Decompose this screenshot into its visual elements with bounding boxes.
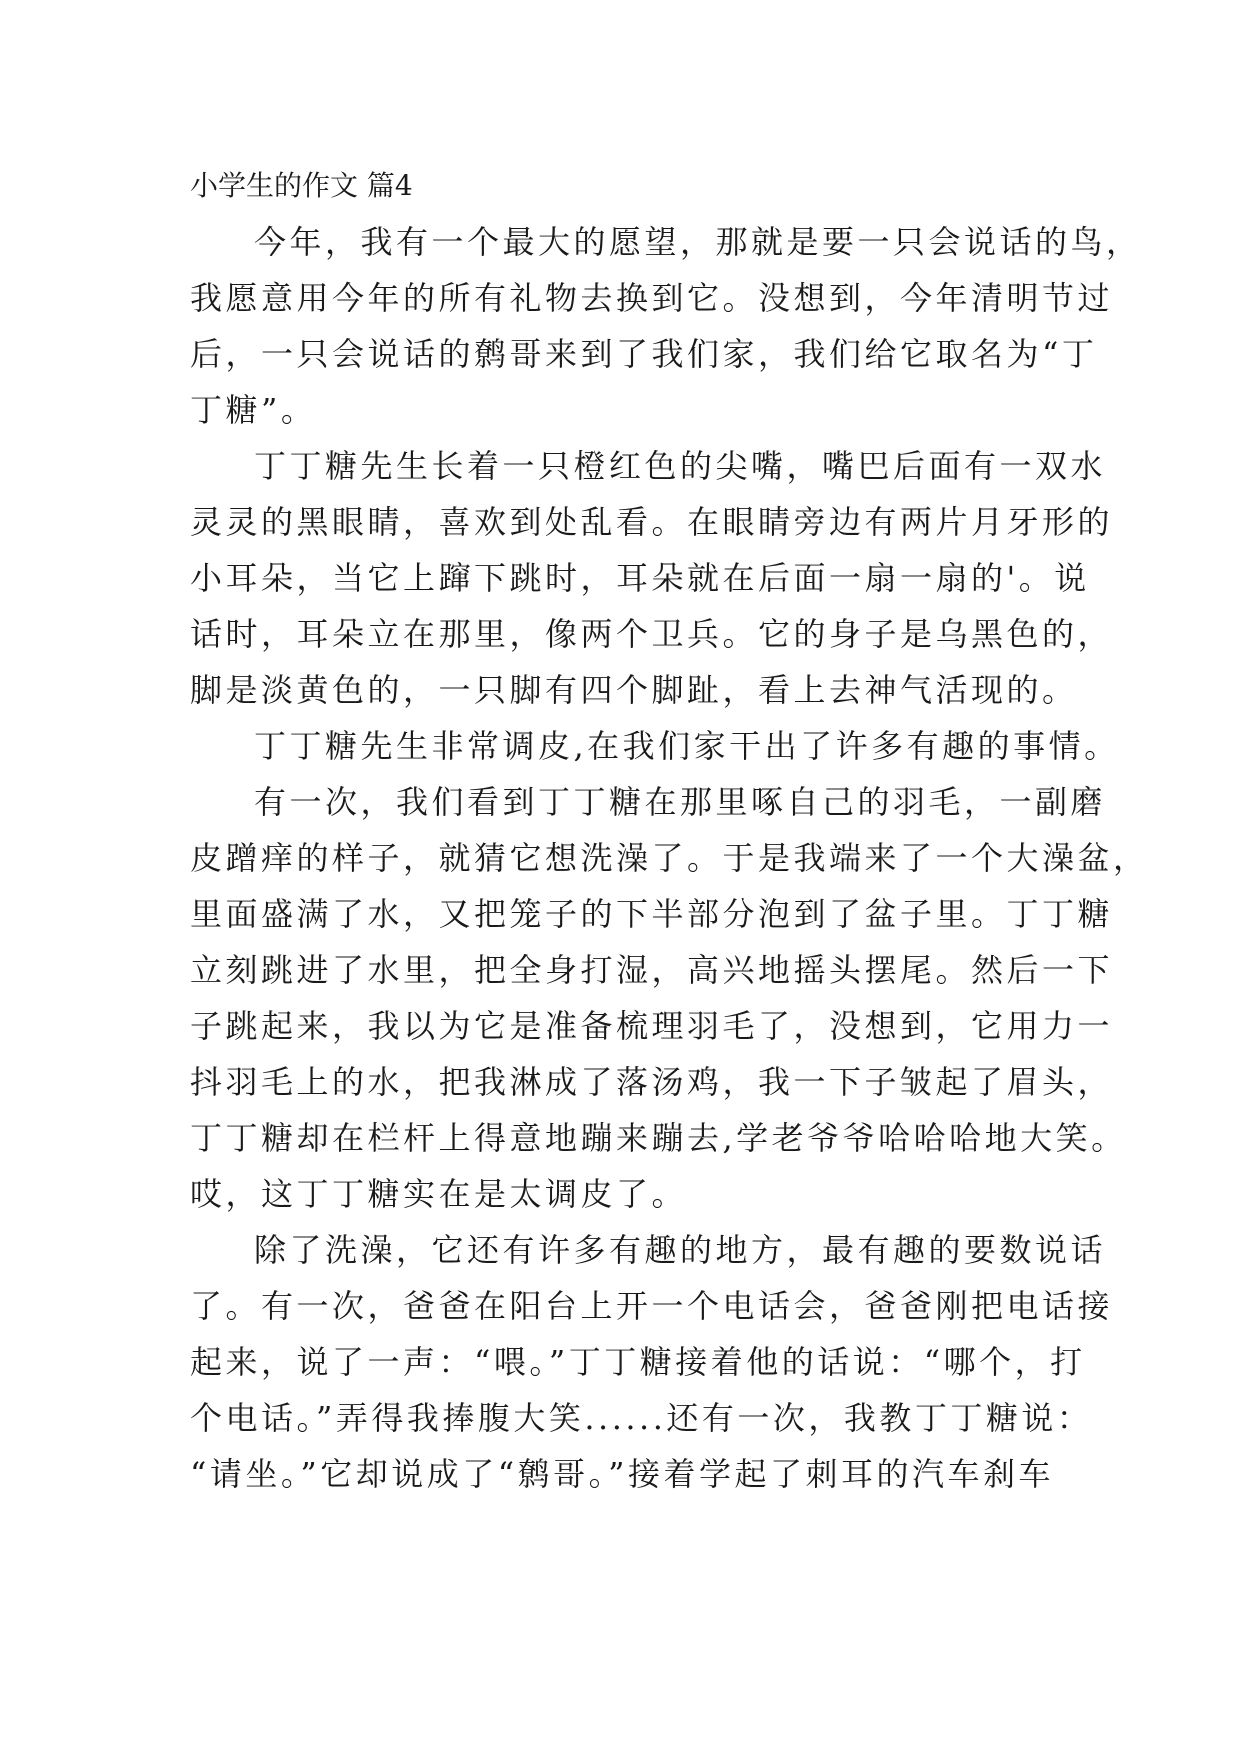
text-line: 丁丁糖却在栏杆上得意地蹦来蹦去,学老爷爷哈哈哈地大笑。: [190, 1119, 1127, 1157]
essay-title: 小学生的作文 篇4: [190, 169, 413, 202]
text-line: 灵灵的黑眼睛，喜欢到处乱看。在眼睛旁边有两片月牙形的: [190, 503, 1114, 541]
text-line: 起来，说了一声：“喂。”丁丁糖接着他的话说：“哪个，打: [190, 1343, 1086, 1381]
essay-text: [190, 214, 1149, 1502]
text-line: 小耳朵，当它上蹿下跳时，耳朵就在后面一扇一扇的'。说: [190, 559, 1090, 597]
text-line: 个电话。”弄得我捧腹大笑......还有一次，我教丁丁糖说：: [190, 1399, 1093, 1437]
text-line: 里面盛满了水，又把笼子的下半部分泡到了盆子里。丁丁糖: [190, 895, 1114, 933]
text-line: 今年，我有一个最大的愿望，那就是要一只会说话的鸟，: [254, 223, 1142, 261]
text-line: 话时，耳朵立在那里，像两个卫兵。它的身子是乌黑色的，: [190, 615, 1114, 653]
text-line: 了。有一次，爸爸在阳台上开一个电话会，爸爸刚把电话接: [190, 1287, 1114, 1325]
text-line: 我愿意用今年的所有礼物去换到它。没想到，今年清明节过: [190, 279, 1114, 317]
document-body: [190, 158, 1149, 1502]
text-line: 抖羽毛上的水，把我淋成了落汤鸡，我一下子皱起了眉头，: [190, 1063, 1114, 1101]
text-line: 立刻跳进了水里，把全身打湿，高兴地摇头摆尾。然后一下: [190, 951, 1114, 989]
text-line: 丁丁糖先生长着一只橙红色的尖嘴，嘴巴后面有一双水: [254, 447, 1107, 485]
text-line: 有一次，我们看到丁丁糖在那里啄自己的羽毛，一副磨: [254, 783, 1107, 821]
text-line: 哎，这丁丁糖实在是太调皮了。: [190, 1175, 688, 1213]
text-line: 子跳起来，我以为它是准备梳理羽毛了，没想到，它用力一: [190, 1007, 1114, 1045]
text-line: 皮蹭痒的样子，就猜它想洗澡了。于是我端来了一个大澡盆，: [190, 839, 1149, 877]
text-line: 丁糖”。: [190, 391, 317, 429]
text-line: 除了洗澡，它还有许多有趣的地方，最有趣的要数说话: [254, 1231, 1107, 1269]
text-line: 丁丁糖先生非常调皮,在我们家干出了许多有趣的事情。: [254, 727, 1120, 765]
text-line: “请坐。”它却说成了“鹩哥。”接着学起了刺耳的汽车刹车: [190, 1455, 1054, 1493]
text-line: 后，一只会说话的鹩哥来到了我们家，我们给它取名为“丁: [190, 335, 1098, 373]
text-line: 脚是淡黄色的，一只脚有四个脚趾，看上去神气活现的。: [190, 671, 1078, 709]
